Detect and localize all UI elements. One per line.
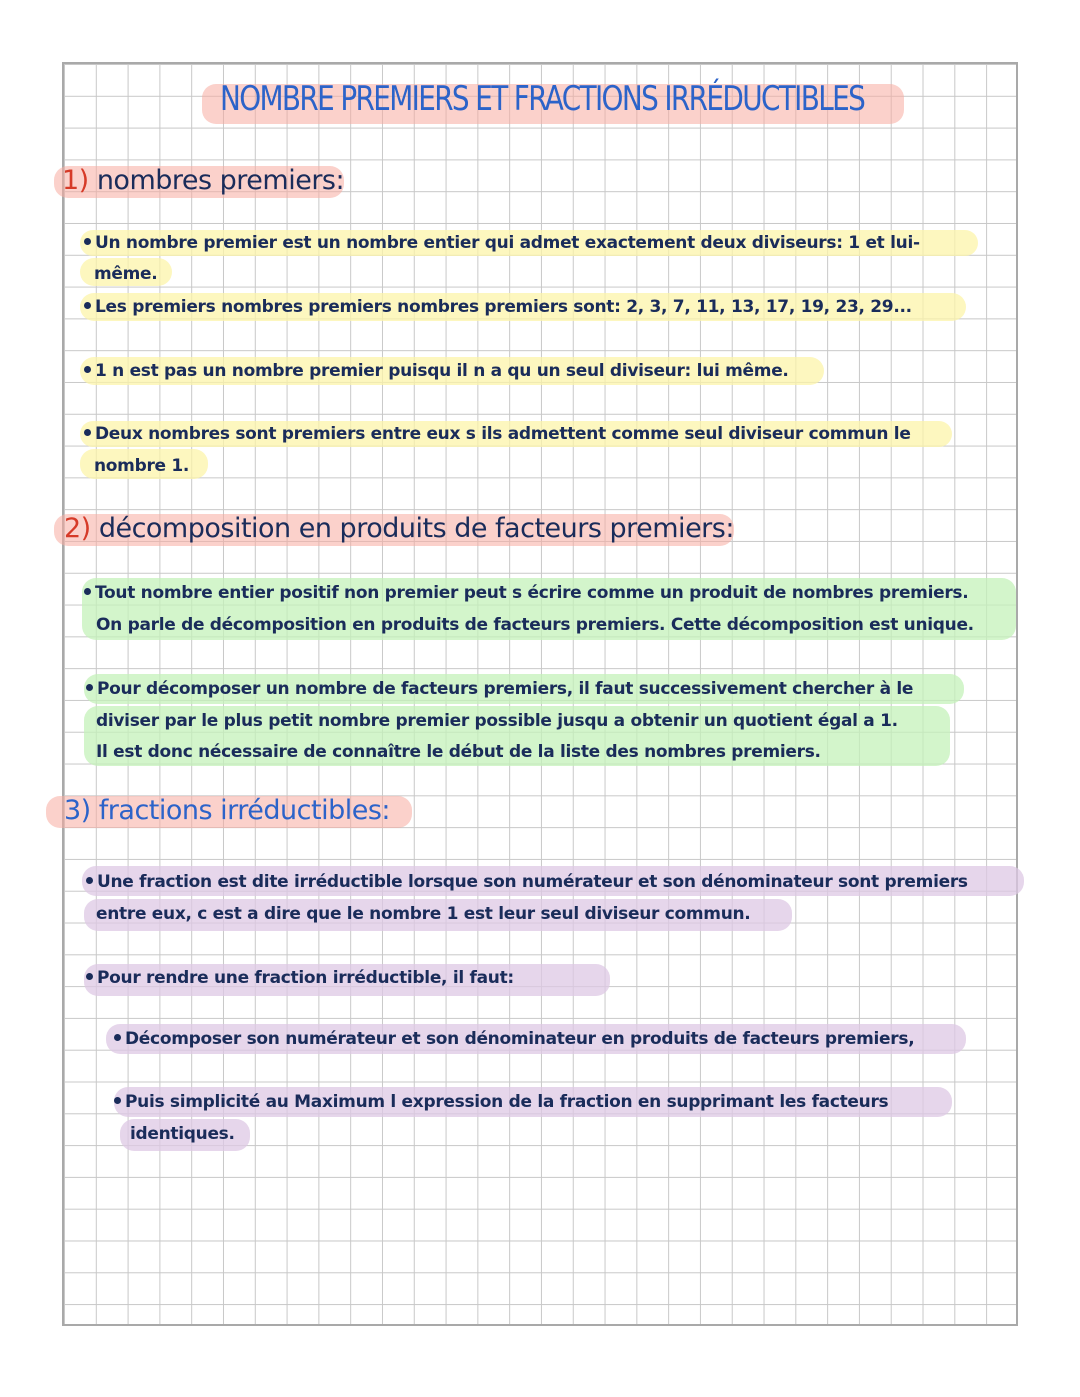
s1-line-5: Deux nombres sont premiers entre eux s ils admettent comme seul diviseur commun le [84, 424, 911, 444]
bullet-icon [84, 429, 91, 436]
bullet-icon [114, 1097, 121, 1104]
s3-line-4: Décomposer son numérateur et son dénominateur en produits de facteurs premiers, [114, 1029, 914, 1049]
s3-line-6: identiques. [130, 1124, 235, 1144]
bullet-icon [86, 973, 93, 980]
page-title: NOMBRE PREMIERS ET FRACTIONS IRRÉDUCTIBLES [220, 79, 865, 119]
s2-line-4: diviser par le plus petit nombre premier possible jusqu a obtenir un quotient égal a 1. [96, 711, 898, 731]
s1-line-1: Un nombre premier est un nombre entier qui admet exactement deux diviseurs: 1 et lui- [84, 233, 920, 253]
section1-heading [62, 164, 344, 198]
bullet-icon [84, 366, 91, 373]
bullet-icon [84, 238, 91, 245]
section2-number: 2) [64, 513, 91, 544]
s2-line-3: Pour décomposer un nombre de facteurs premiers, il faut successivement chercher à le [86, 679, 913, 699]
s1-line-4: 1 n est pas un nombre premier puisqu il n a qu un seul diviseur: lui même. [84, 361, 789, 381]
bullet-icon [84, 588, 91, 595]
section1-number: 1) [62, 165, 89, 196]
section3-heading: 3) fractions irréductibles: [64, 795, 391, 826]
bullet-icon [114, 1034, 121, 1041]
bullet-icon [86, 877, 93, 884]
bullet-icon [84, 302, 91, 309]
bullet-icon [86, 684, 93, 691]
s1-line-3: Les premiers nombres premiers nombres premiers sont: 2, 3, 7, 11, 13, 17, 19, 23, 29... [84, 297, 912, 317]
s3-line-3: Pour rendre une fraction irréductible, il faut: [86, 968, 514, 988]
s1-line-2: même. [94, 264, 158, 284]
s3-line-1: Une fraction est dite irréductible lorsque son numérateur et son dénominateur sont premiers [86, 872, 968, 892]
s2-line-1: Tout nombre entier positif non premier peut s écrire comme un produit de nombres premiers. [84, 583, 968, 603]
section1-label: nombres premiers: [96, 165, 345, 196]
s2-line-2: On parle de décomposition en produits de facteurs premiers. Cette décomposition est unique. [96, 615, 974, 635]
s3-line-5: Puis simplicité au Maximum l expression de la fraction en supprimant les facteurs [114, 1092, 888, 1112]
s1-line-6: nombre 1. [94, 456, 190, 476]
s2-line-5: Il est donc nécessaire de connaître le début de la liste des nombres premiers. [96, 742, 821, 762]
section2-heading [64, 512, 734, 546]
section2-label: décomposition en produits de facteurs premiers: [98, 513, 734, 544]
s3-line-2: entre eux, c est a dire que le nombre 1 est leur seul diviseur commun. [96, 904, 751, 924]
